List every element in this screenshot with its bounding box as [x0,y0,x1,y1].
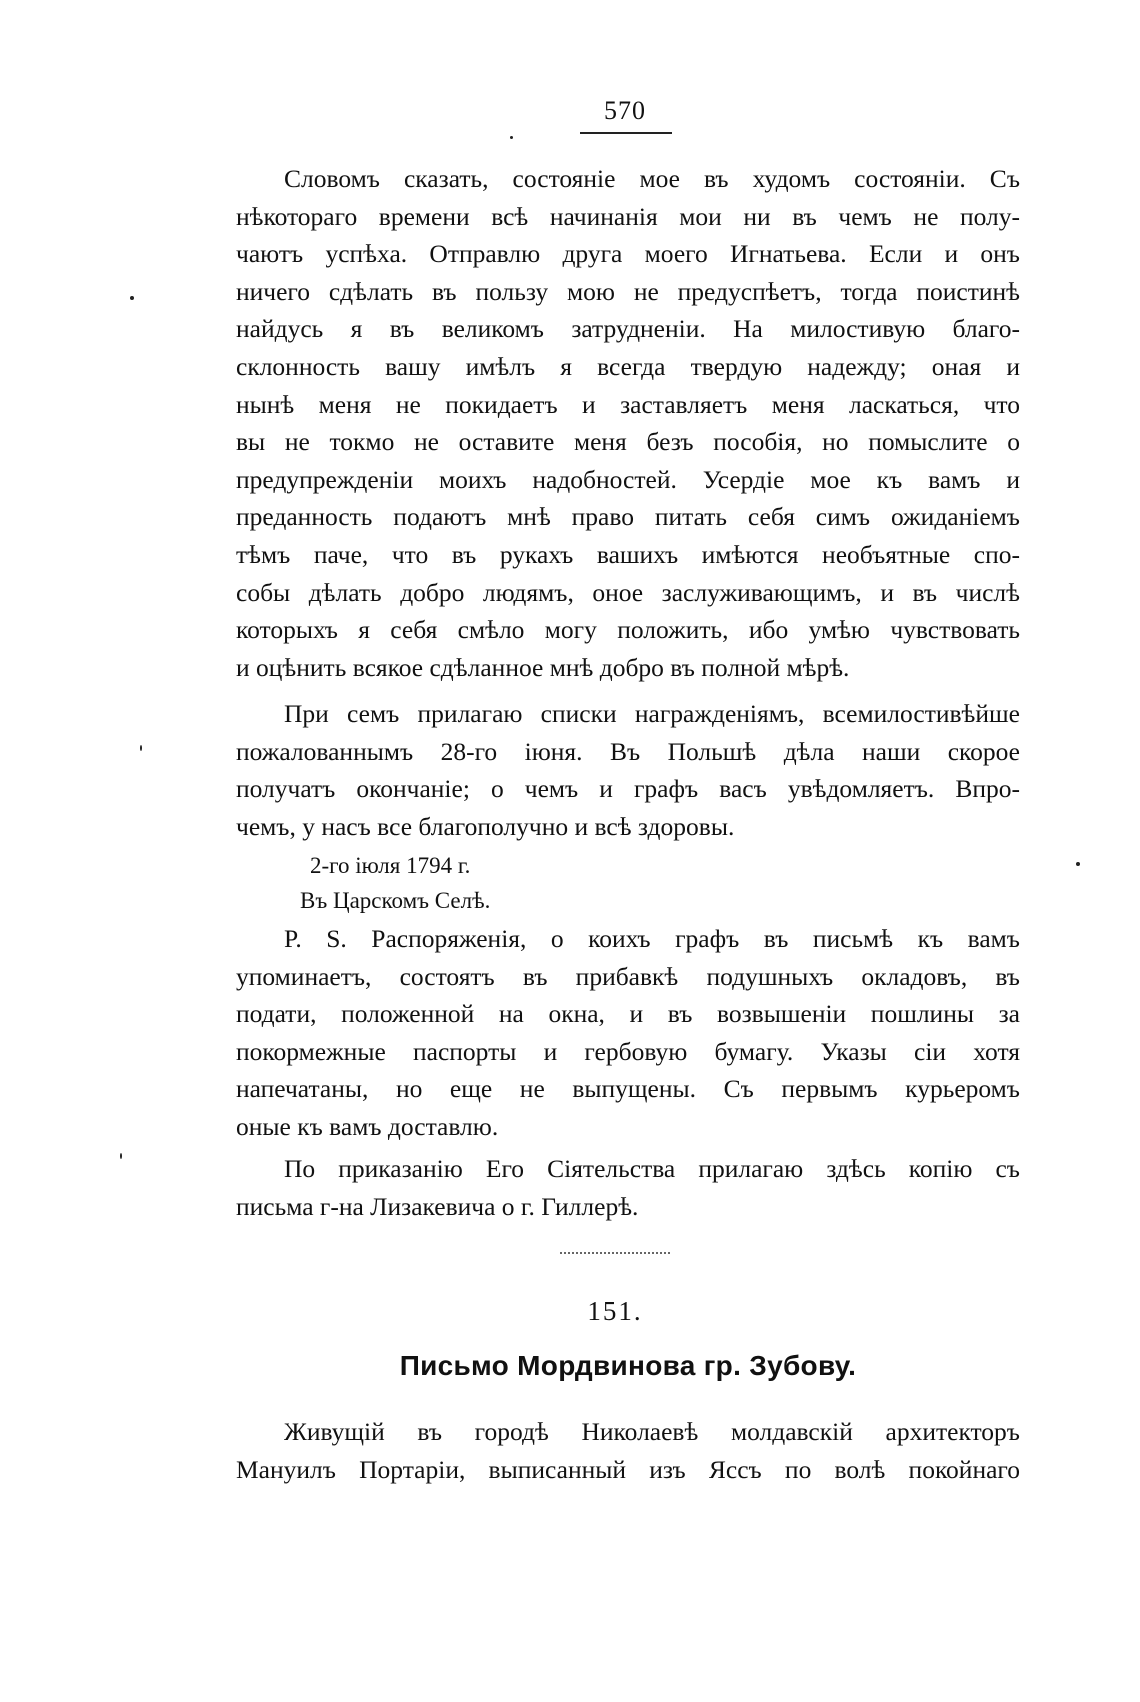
text-line: письма г-на Лизакевича о г. Гиллерѣ. [236,1191,639,1221]
text-line: вы не токмо не оставите меня безъ пособія, но помыслите о [236,427,1020,457]
letter-paragraph-4 [236,1150,1020,1225]
section-ornament [560,1252,670,1258]
page-number-rule [580,132,672,134]
text-line: По приказанію Его Сіятельства прилагаю здѣсь копію съ [284,1154,1020,1183]
scan-speck [120,1153,122,1159]
letter-paragraph-2 [236,695,1020,845]
letter-date: 2-го іюля 1794 г. [310,853,471,878]
text-line: преданность подаютъ мнѣ право питать себя симъ ожиданіемъ [236,502,1020,532]
text-line: и оцѣнить всякое сдѣланное мнѣ добро въ полной мѣрѣ. [236,652,850,682]
text-line: Мануилъ Портаріи, выписанный изъ Яссъ по волѣ покойнаго [236,1454,1020,1484]
text-line: нынѣ меня не покидаетъ и заставляетъ меня ласкаться, что [236,389,1020,419]
text-line: Живущій въ городѣ Николаевѣ молдавскій архитекторъ [284,1417,1020,1446]
scan-speck [130,296,134,300]
text-line: При семъ прилагаю списки награжденіямъ, всемилостивѣйше [284,699,1020,728]
text-line: склонность вашу имѣлъ я всегда твердую надежду; оная и [236,351,1020,381]
text-line: оные къ вамъ доставлю. [236,1111,499,1141]
text-line: чаютъ успѣха. Отправлю друга моего Игнатьева. Если и онъ [236,239,1020,269]
text-line: Словомъ сказать, состояніе мое въ худомъ состояніи. Съ [284,164,1020,193]
text-line: P. S. Распоряженія, о коихъ графъ въ письмѣ къ вамъ [284,924,1020,953]
text-line: пожалованнымъ 28-го іюня. Въ Польшѣ дѣла наши скорое [236,736,1020,766]
page-number: 570 [604,96,646,125]
text-line: найдусь я въ великомъ затрудненіи. На милостивую благо- [236,314,1020,344]
scan-speck [510,136,513,139]
letter-place: Въ Царскомъ Селѣ. [300,888,491,913]
document-paragraph [236,1413,1020,1488]
text-line: нѣкотораго времени всѣ начинанія мои ни въ чемъ не полу- [236,201,1020,231]
document-heading: Письмо Мордвинова гр. Зубову. [399,1350,857,1381]
text-line: чемъ, у насъ все благополучно и всѣ здоровы. [236,811,735,841]
dateline [300,848,710,918]
letter-paragraph-1 [236,160,1020,686]
text-line: ничего сдѣлать въ пользу мою не предуспѣетъ, тогда поистинѣ [236,276,1020,306]
document-number: 151. [587,1296,643,1326]
text-line: напечатаны, но еще не выпущены. Съ первымъ курьеромъ [236,1074,1020,1104]
text-line: получатъ окончаніе; о чемъ и графъ васъ увѣдомляетъ. Впро- [236,774,1020,804]
text-line: собы дѣлать добро людямъ, оное заслуживающимъ, и въ числѣ [236,577,1020,607]
text-line: подати, положенной на окна, и въ возвышеніи пошлины за [236,999,1020,1029]
text-line: предупрежденіи моихъ надобностей. Усердіе мое къ вамъ и [236,464,1020,494]
text-line: тѣмъ паче, что въ рукахъ вашихъ имѣются необъятные спо- [236,539,1020,569]
postscript [236,920,1020,1146]
text-line: упоминаетъ, состоятъ въ прибавкѣ подушныхъ окладовъ, въ [236,961,1020,991]
scan-speck [1076,862,1080,866]
text-line: которыхъ я себя смѣло могу положить, ибо умѣю чувствовать [236,615,1020,645]
scan-speck [140,745,142,751]
text-line: покормежные паспорты и гербовую бумагу. Указы сіи хотя [236,1036,1020,1066]
